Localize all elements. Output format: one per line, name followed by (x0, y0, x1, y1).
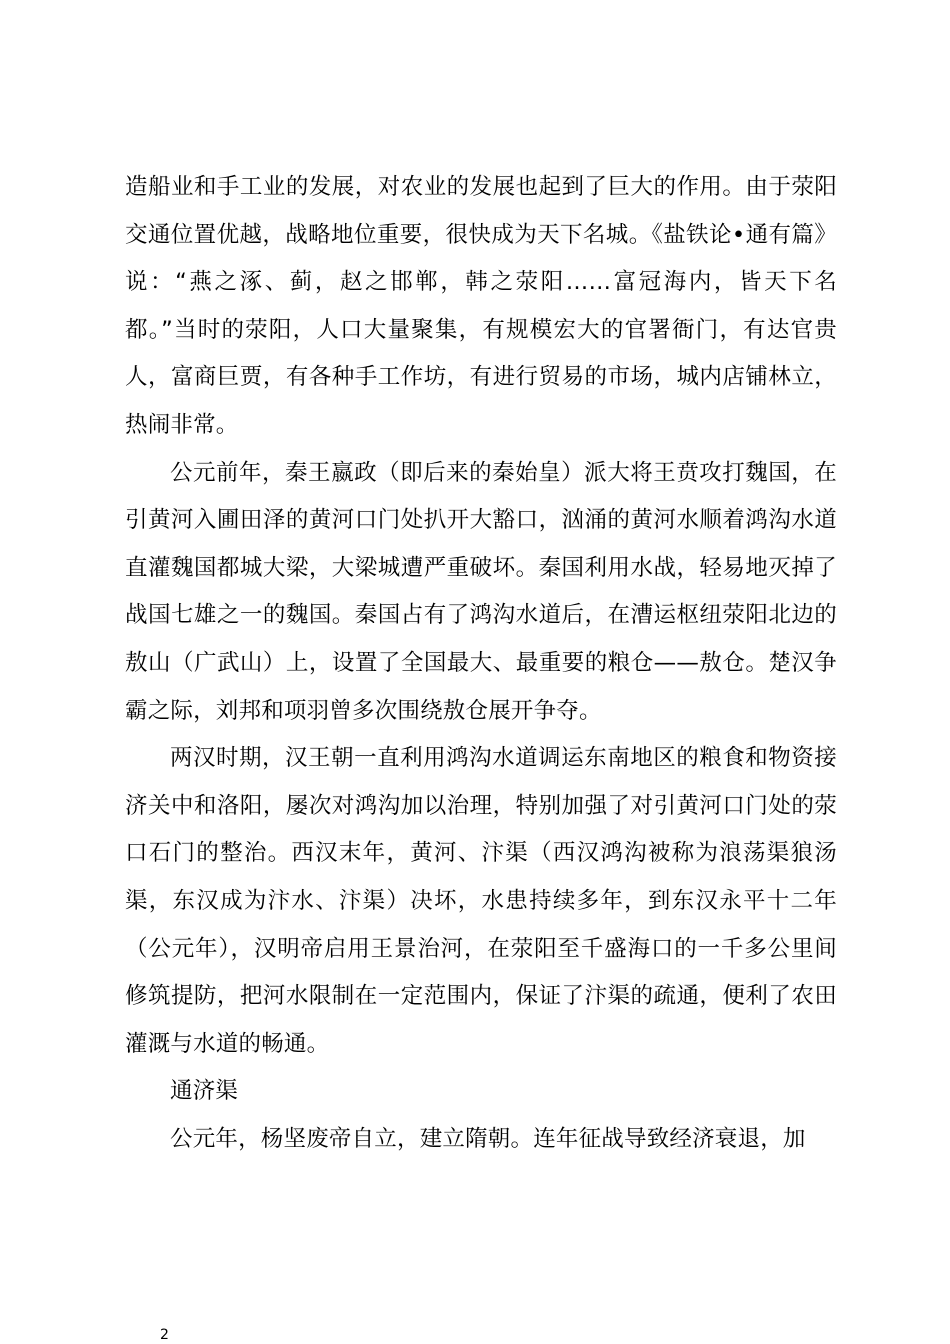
paragraph-sui-dynasty: 公元年，杨坚废帝自立，建立隋朝。连年征战导致经济衰退，加 (170, 1125, 806, 1152)
paragraph-continued: 造船业和手工业的发展，对农业的发展也起到了巨大的作用。由于荥阳交通位置优越，战略地位重要，很快成为天下名城。《盐铁论•通有篇》说：“燕之涿、蓟，赵之邯郸，韩之荥阳……富冠海内，皆天下名都。”当时的荥阳，人口大量聚集，有规模宏大的官署衙门，有达官贵人，富商巨贾，有各种手工作坊，有进行贸易的市场，城内店铺林立，热闹非常。 (125, 174, 837, 438)
section-heading: 通济渠 (170, 1078, 239, 1105)
paragraph-qin-wei: 公元前年，秦王嬴政（即后来的秦始皇）派大将王贲攻打魏国，在引黄河入圃田泽的黄河口门处扒开大豁口，汹涌的黄河水顺着鸿沟水道直灌魏国都城大梁，大梁城遭严重破坏。秦国利用水战，轻易地灭掉了战国七雄之一的魏国。秦国占有了鸿沟水道后，在漕运枢纽荥阳北边的敖山（广武山）上，设置了全国最大、最重要的粮仓——敖仓。楚汉争霸之际，刘邦和项羽曾多次围绕敖仓展开争夺。 (125, 459, 837, 724)
paragraph-han-dynasty: 两汉时期，汉王朝一直利用鸿沟水道调运东南地区的粮食和物资接济关中和洛阳，屡次对鸿沟加以治理，特别加强了对引黄河口门处的荥口石门的整治。西汉末年，黄河、汴渠（西汉鸿沟被称为浪荡渠狼汤渠，东汉成为汴水、汴渠）决坏，水患持续多年，到东汉永平十二年（公元年），汉明帝启用王景治河，在荥阳至千盛海口的一千多公里间修筑提防，把河水限制在一定范围内，保证了汴渠的疏通，便利了农田灌溉与水道的畅通。 (125, 745, 837, 1057)
page-number: 2 (160, 1327, 169, 1343)
body-text (125, 164, 837, 1163)
